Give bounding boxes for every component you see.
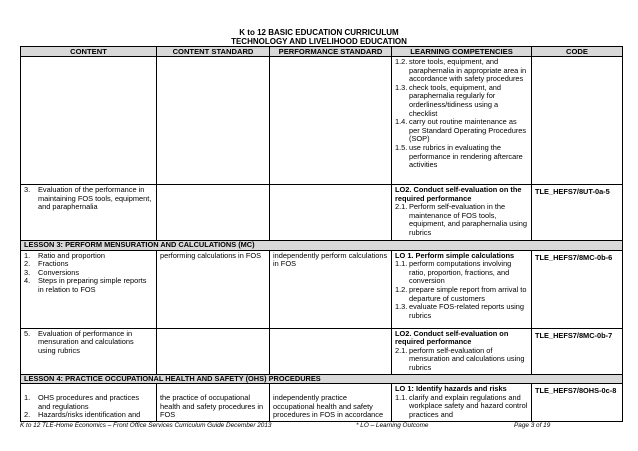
- content-item: 5. Evaluation of performance in mensuration and calculations using rubrics: [24, 328, 134, 355]
- lesson-heading: LESSON 3: PERFORM MENSURATION AND CALCULATIONS (MC): [21, 241, 623, 251]
- learning-outcome: LO 1: Identify hazards and risks: [395, 384, 507, 394]
- column-header-learning-competencies: LEARNING COMPETENCIES: [392, 47, 532, 57]
- learning-outcome: LO 1. Perform simple calculations: [395, 250, 515, 260]
- competencies-cell: [392, 328, 532, 374]
- content-cell: [21, 328, 157, 374]
- competency-item: 1.5. use rubrics in evaluating the performance in rendering aftercare activities: [395, 142, 523, 170]
- lesson-row: [21, 374, 623, 384]
- performance-standard-cell: independently practice occupational health and safety procedures in FOS in accordance: [270, 384, 392, 422]
- column-header-code: CODE: [532, 47, 623, 57]
- performance-standard-cell: independently perform calculations in FOS: [270, 250, 392, 328]
- page-footer: [20, 422, 622, 431]
- table-header-row: [21, 47, 623, 57]
- footer-legend: * LO – Learning Outcome: [356, 422, 429, 429]
- content-cell: [21, 185, 157, 241]
- competency-item: 2.1. perform self-evaluation of mensuration and calculations using rubrics: [395, 345, 525, 372]
- column-header-content-standard: CONTENT STANDARD: [157, 47, 270, 57]
- content-item: 3. Evaluation of the performance in maintaining FOS tools, equipment, and paraphernalia: [24, 185, 152, 212]
- content-cell: [21, 57, 157, 185]
- table-row: [21, 57, 623, 185]
- table-row: [21, 328, 623, 374]
- content-item: 2. Fractions: [24, 259, 69, 269]
- competencies-cell: [392, 185, 532, 241]
- column-header-performance-standard: PERFORMANCE STANDARD: [270, 47, 392, 57]
- content-cell: [21, 384, 157, 422]
- doc-subtitle: TECHNOLOGY AND LIVELIHOOD EDUCATION: [231, 37, 407, 46]
- curriculum-table: [20, 46, 623, 422]
- competencies-cell: [392, 57, 532, 185]
- table-row: [21, 384, 623, 422]
- performance-standard-cell: [270, 185, 392, 241]
- competency-item: 1.1. perform computations involving ratio, proportion, fractions, and conversion: [395, 259, 512, 286]
- competencies-cell: [392, 250, 532, 328]
- learning-outcome: LO2. Conduct self-evaluation on the required performance: [395, 185, 522, 203]
- competency-item: 1.2. store tools, equipment, and paraphernalia in appropriate area in accordance with safety procedures: [395, 57, 527, 84]
- content-standard-cell: [157, 57, 270, 185]
- competencies-cell: [392, 384, 532, 422]
- competency-item: 2.1. Perform self-evaluation in the maintenance of FOS tools, equipment, and paraphernalia using rubrics: [395, 202, 527, 237]
- content-item: 4. Steps in preparing simple reports in relation to FOS: [24, 276, 147, 294]
- content-cell: [21, 250, 157, 328]
- competency-item: 1.4. carry out routine maintenance as per Standard Operating Procedures (SOP): [395, 117, 527, 144]
- content-item: 1. OHS procedures and practices and regulations: [24, 393, 140, 411]
- footer-guide-title: K to 12 TLE-Home Economics – Front Office Services Curriculum Guide December 2013: [20, 422, 272, 429]
- learning-outcome: LO2. Conduct self-evaluation on required performance: [395, 328, 509, 347]
- performance-standard-cell: [270, 328, 392, 374]
- doc-title: K to 12 BASIC EDUCATION CURRICULUM: [239, 28, 399, 37]
- content-standard-cell: [157, 185, 270, 241]
- table-row: [21, 250, 623, 328]
- table-row: [21, 185, 623, 241]
- competency-code: TLE_HEFS7/8MC-0b-7: [532, 328, 623, 374]
- code-cell: [532, 57, 623, 185]
- content-standard-cell: [157, 328, 270, 374]
- competency-code: TLE_HEFS7/8UT-0a-5: [532, 185, 623, 241]
- performance-standard-cell: [270, 57, 392, 185]
- competency-code: TLE_HEFS7/8MC-0b-6: [532, 250, 623, 328]
- competency-code: TLE_HEFS7/8OHS-0c-8: [532, 384, 623, 422]
- lesson-heading: LESSON 4: PRACTICE OCCUPATIONAL HEALTH AND SAFETY (OHS) PROCEDURES: [21, 374, 623, 384]
- column-header-content: CONTENT: [21, 47, 157, 57]
- competency-item: 1.1. clarify and explain regulations and workplace safety and hazard control practices and: [395, 392, 528, 419]
- content-item: 3. Conversions: [24, 267, 80, 277]
- competency-item: 1.3. check tools, equipment, and paraphernalia regularly for orderliness/tidiness using a checklist: [395, 82, 502, 118]
- competency-item: 1.3. evaluate FOS-related reports using rubrics: [395, 302, 525, 320]
- footer-page-number: Page 3 of 19: [514, 422, 551, 429]
- content-standard-cell: the practice of occupational health and safety procedures in FOS: [157, 384, 270, 422]
- competency-item: 1.2. prepare simple report from arrival to departure of customers: [395, 284, 527, 303]
- lesson-row: [21, 241, 623, 251]
- content-item: 2. Hazards/risks identification and: [24, 410, 141, 420]
- content-standard-cell: performing calculations in FOS: [157, 250, 270, 328]
- content-item: 1. Ratio and proportion: [24, 250, 105, 260]
